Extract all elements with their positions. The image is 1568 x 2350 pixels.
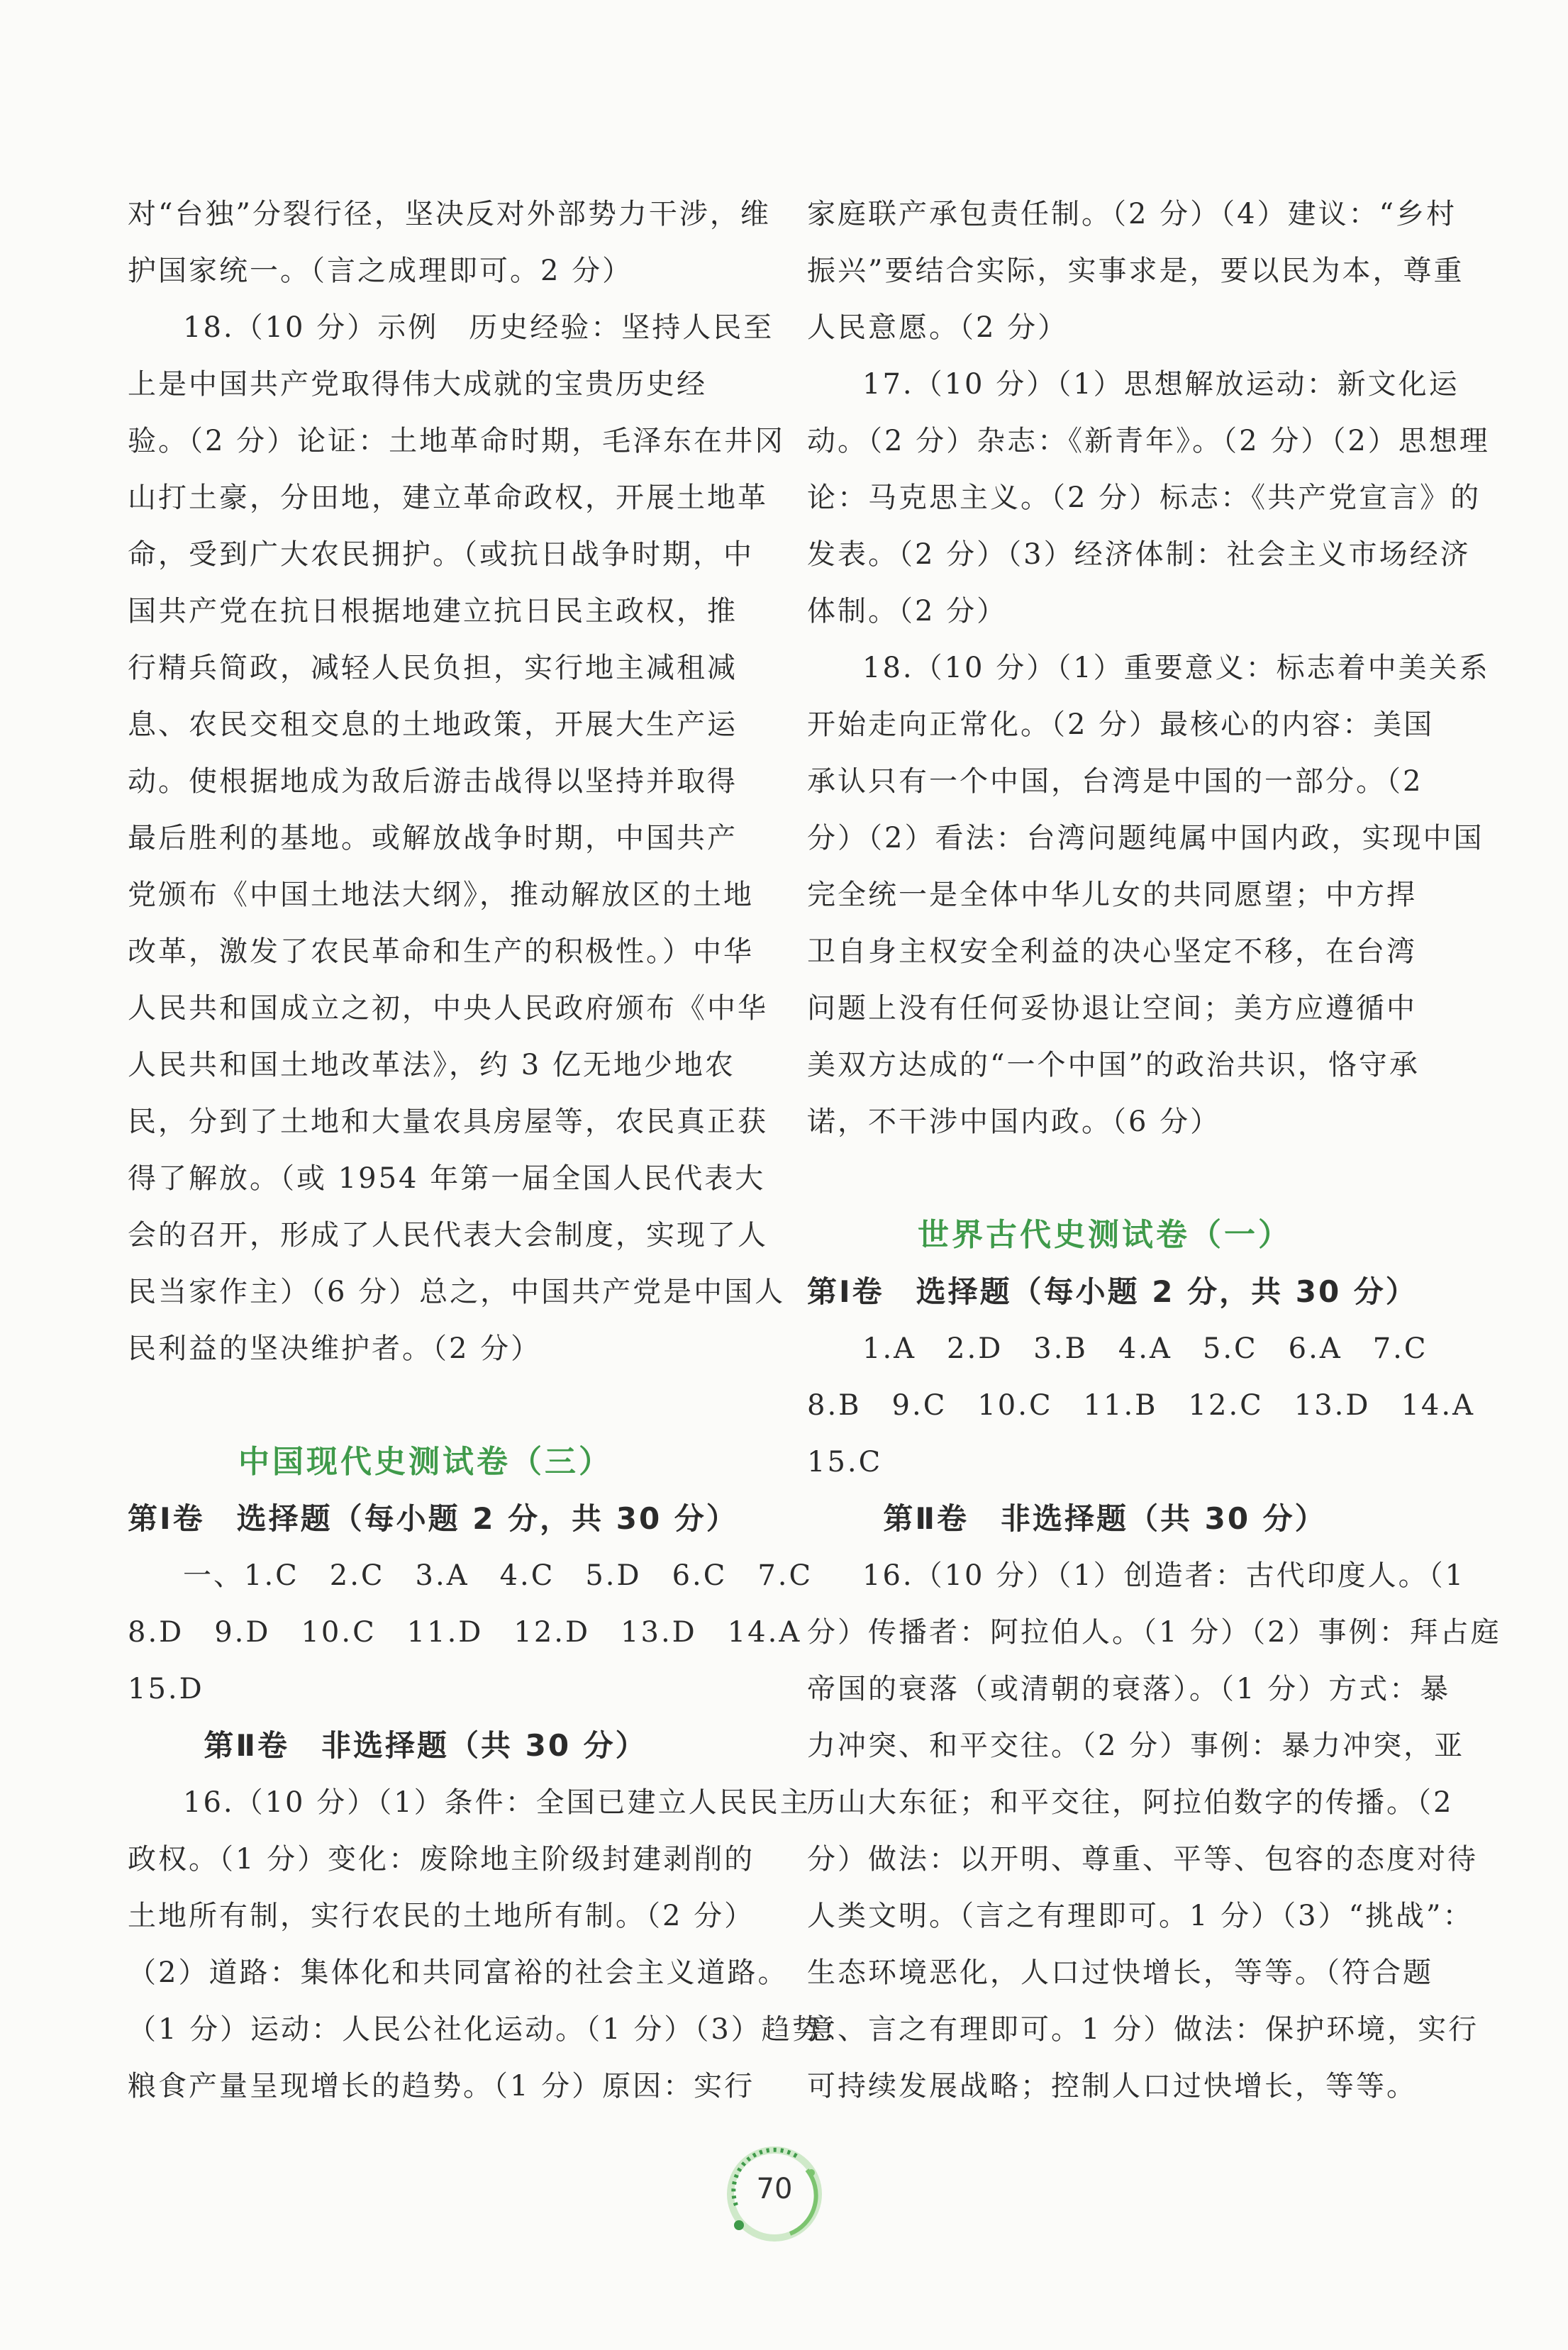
text-line: 振兴”要结合实际，实事求是，要以民为本，尊重 xyxy=(807,255,1464,287)
text-line: 动。（2 分）杂志：《新青年》。（2 分）（2）思想理 xyxy=(807,425,1490,457)
text-line: 民利益的坚决维护者。（2 分） xyxy=(128,1332,542,1365)
text-line: 民，分到了土地和大量农具房屋等，农民真正获 xyxy=(128,1106,768,1138)
text-line: 帝国的衰落（或清朝的衰落）。（1 分）方式：暴 xyxy=(807,1673,1451,1705)
text-line: 分）传播者：阿拉伯人。（1 分）（2）事例：拜占庭 xyxy=(807,1616,1501,1649)
paragraph-start-line: 16.（10 分）（1）条件：全国已建立人民民主 xyxy=(183,1786,811,1819)
paragraph-start-line: 17.（10 分）（1）思想解放运动：新文化运 xyxy=(862,368,1459,401)
paragraph-start-line: 18.（10 分）（1）重要意义：标志着中美关系 xyxy=(862,652,1490,684)
part-heading: 第Ⅰ卷 选择题（每小题 2 分，共 30 分） xyxy=(128,1501,738,1536)
text-line: 命，受到广大农民拥护。（或抗日战争时期，中 xyxy=(128,538,754,571)
section-title: 世界古代史测试卷（一） xyxy=(918,1217,1292,1253)
text-line: 卫自身主权安全利益的决心坚定不移，在台湾 xyxy=(807,935,1417,968)
text-line: 最后胜利的基地。或解放战争时期，中国共产 xyxy=(128,822,738,854)
paragraph-start-line: 一、1.C 2.C 3.A 4.C 5.D 6.C 7.C xyxy=(183,1559,813,1592)
paragraph-start-line: 16.（10 分）（1）创造者：古代印度人。（1 xyxy=(862,1559,1466,1592)
text-line: （1 分）运动：人民公社化运动。（1 分）（3）趋势： xyxy=(128,2013,853,2046)
text-line: 护国家统一。（言之成理即可。2 分） xyxy=(128,255,633,287)
text-line: 问题上没有任何妥协退让空间；美方应遵循中 xyxy=(807,992,1417,1025)
text-line: 分）（2）看法：台湾问题纯属中国内政，实现中国 xyxy=(807,822,1484,854)
text-line: 开始走向正常化。（2 分）最核心的内容：美国 xyxy=(807,708,1435,741)
text-line: 对“台独”分裂行径，坚决反对外部势力干涉，维 xyxy=(128,198,771,230)
text-line: 得了解放。（或 1954 年第一届全国人民代表大 xyxy=(128,1162,766,1195)
text-line: 发表。（2 分）（3）经济体制：社会主义市场经济 xyxy=(807,538,1471,571)
text-line: 行精兵简政，减轻人民负担，实行地主减租减 xyxy=(128,652,738,684)
text-line: 力冲突、和平交往。（2 分）事例：暴力冲突，亚 xyxy=(807,1730,1465,1762)
text-line: 土地所有制，实行农民的土地所有制。（2 分） xyxy=(128,1900,755,1932)
text-line: 美双方达成的“一个中国”的政治共识，恪守承 xyxy=(807,1049,1420,1081)
text-line: 验。（2 分）论证：土地革命时期，毛泽东在井冈 xyxy=(128,425,786,457)
text-line: 民当家作主）（6 分）总之，中国共产党是中国人 xyxy=(128,1276,786,1308)
text-line: 家庭联产承包责任制。（2 分）（4）建议：“乡村 xyxy=(807,198,1457,230)
text-line: 动。使根据地成为敌后游击战得以坚持并取得 xyxy=(128,765,738,798)
text-line: 体制。（2 分） xyxy=(807,595,1008,628)
paragraph-start-line: 1.A 2.D 3.B 4.A 5.C 6.A 7.C xyxy=(862,1332,1428,1365)
section-spacer xyxy=(807,1150,1403,1207)
text-line: 15.D xyxy=(128,1673,204,1705)
text-line: 15.C xyxy=(807,1446,883,1479)
text-line: （2）道路：集体化和共同富裕的社会主义道路。 xyxy=(128,1956,789,1989)
text-line: 改革，激发了农民革命和生产的积极性。）中华 xyxy=(128,935,754,968)
section-spacer xyxy=(128,1377,723,1434)
text-line: 政权。（1 分）变化：废除地主阶级封建剥削的 xyxy=(128,1843,755,1876)
text-line: 山打土豪，分田地，建立革命政权，开展土地革 xyxy=(128,481,768,514)
text-line: 会的召开，形成了人民代表大会制度，实现了人 xyxy=(128,1219,768,1252)
text-line: 完全统一是全体中华儿女的共同愿望；中方捍 xyxy=(807,879,1417,911)
text-line: 8.D 9.D 10.C 11.D 12.D 13.D 14.A xyxy=(128,1616,802,1649)
text-line: 承认只有一个中国，台湾是中国的一部分。（2 xyxy=(807,765,1423,798)
text-line: 意、言之有理即可。1 分）做法：保护环境，实行 xyxy=(807,2013,1479,2046)
text-line: 生态环境恶化，人口过快增长，等等。（符合题 xyxy=(807,1956,1433,1989)
paragraph-start-line: 18.（10 分）示例 历史经验：坚持人民至 xyxy=(183,311,774,344)
text-line: 上是中国共产党取得伟大成就的宝贵历史经 xyxy=(128,368,707,401)
text-line: 可持续发展战略；控制人口过快增长，等等。 xyxy=(807,2070,1417,2103)
section-title: 中国现代史测试卷（三） xyxy=(238,1444,613,1480)
text-line: 人民共和国成立之初，中央人民政府颁布《中华 xyxy=(128,992,768,1025)
text-line: 历山大东征；和平交往，阿拉伯数字的传播。（2 xyxy=(807,1786,1454,1819)
text-line: 人民共和国土地改革法》，约 3 亿无地少地农 xyxy=(128,1049,735,1081)
text-line: 分）做法：以开明、尊重、平等、包容的态度对待 xyxy=(807,1843,1478,1876)
text-line: 人民意愿。（2 分） xyxy=(807,311,1069,344)
text-line: 诺，不干涉中国内政。（6 分） xyxy=(807,1106,1221,1138)
page-number: 70 xyxy=(756,2173,793,2205)
text-line: 党颁布《中国土地法大纲》，推动解放区的土地 xyxy=(128,879,754,911)
text-line: 人类文明。（言之有理即可。1 分）（3）“挑战”： xyxy=(807,1900,1474,1932)
part-heading: 第Ⅰ卷 选择题（每小题 2 分，共 30 分） xyxy=(807,1274,1418,1309)
right-column xyxy=(807,186,1501,2115)
text-line: 论：马克思主义。（2 分）标志：《共产党宣言》的 xyxy=(807,481,1481,514)
text-line: 国共产党在抗日根据地建立抗日民主政权，推 xyxy=(128,595,738,628)
text-line: 粮食产量呈现增长的趋势。（1 分）原因：实行 xyxy=(128,2070,755,2103)
page-number-badge xyxy=(722,2142,827,2246)
part-heading: 第Ⅱ卷 非选择题（共 30 分） xyxy=(883,1501,1327,1536)
text-line: 息、农民交租交息的土地政策，开展大生产运 xyxy=(128,708,738,741)
text-line: 8.B 9.C 10.C 11.B 12.C 13.D 14.A xyxy=(807,1389,1475,1422)
part-heading: 第Ⅱ卷 非选择题（共 30 分） xyxy=(204,1728,647,1763)
